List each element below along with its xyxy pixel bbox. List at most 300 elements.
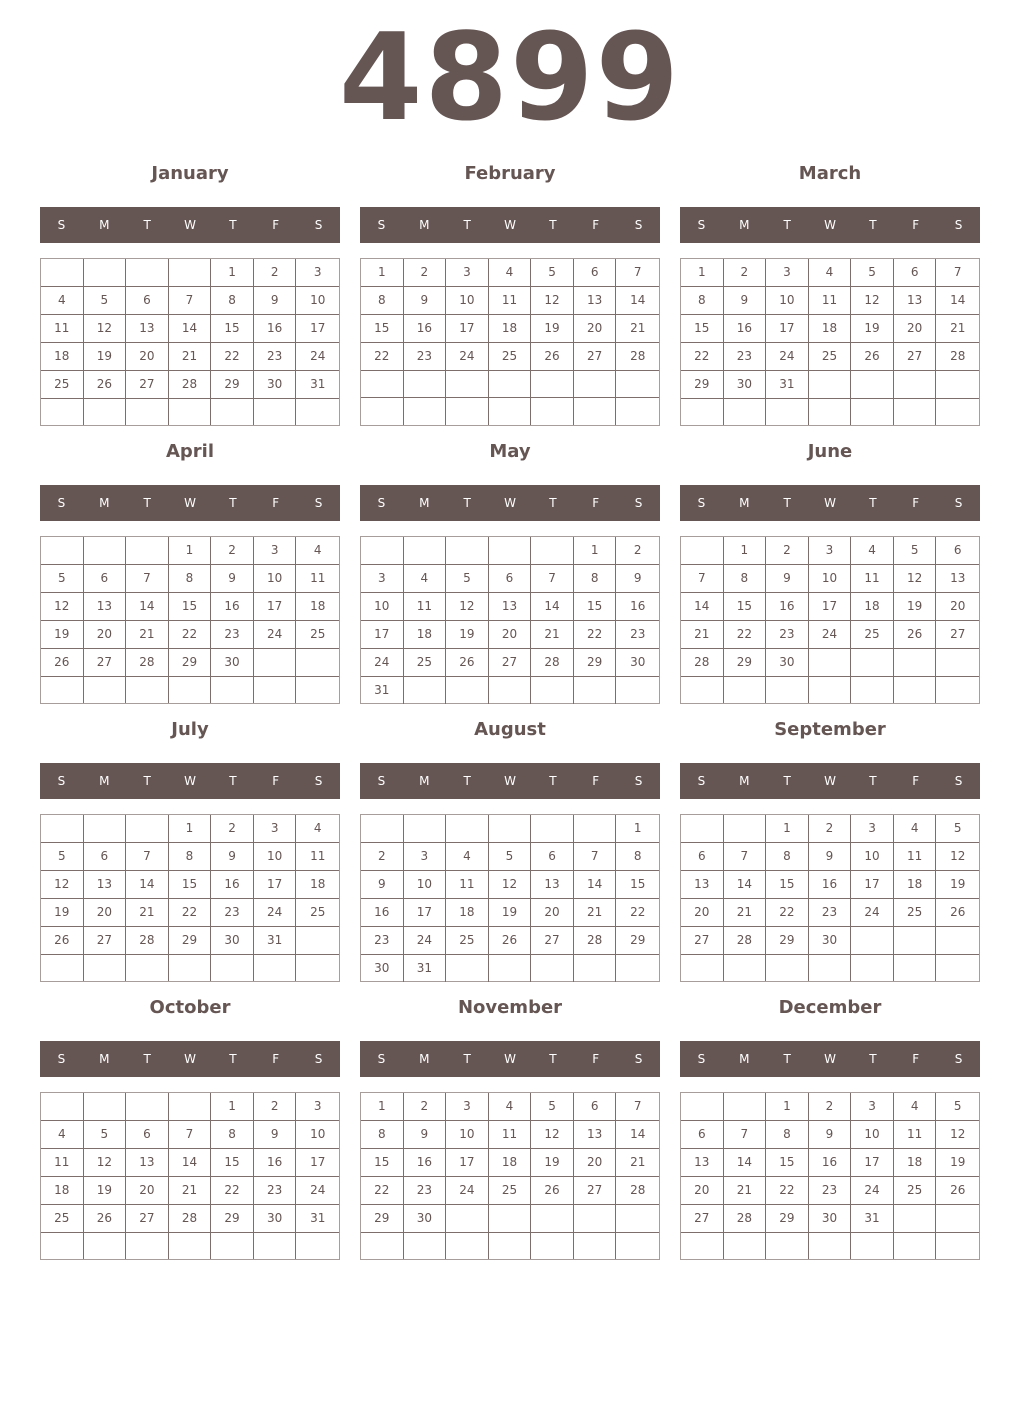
day-cell: 22: [361, 343, 404, 371]
weekday-label: T: [549, 496, 557, 510]
day-cell: [446, 815, 489, 843]
day-cell: 17: [361, 621, 404, 649]
day-cell: [894, 371, 937, 399]
day-cell: 13: [126, 315, 169, 343]
day-cell: 22: [211, 1177, 254, 1205]
day-cell: 2: [404, 1093, 447, 1121]
day-cell: [254, 955, 297, 981]
day-cell: 6: [574, 1093, 617, 1121]
weekday-label: T: [463, 1052, 471, 1066]
day-cell: 12: [936, 843, 979, 871]
day-cell: 18: [894, 871, 937, 899]
day-cell: 28: [616, 343, 659, 371]
weekday-label: S: [57, 496, 66, 510]
day-cell: [404, 398, 447, 425]
day-cell: 25: [851, 621, 894, 649]
weekday-label: M: [419, 218, 430, 232]
day-cell: 10: [809, 565, 852, 593]
day-cell: 4: [894, 1093, 937, 1121]
day-cell: 11: [446, 871, 489, 899]
weekday-label: W: [824, 1052, 836, 1066]
day-cell: 30: [616, 649, 659, 677]
day-cell: 21: [531, 621, 574, 649]
weekday-label: S: [314, 1052, 323, 1066]
day-cell: [681, 677, 724, 703]
day-cell: [361, 1233, 404, 1259]
day-cell: 29: [766, 1205, 809, 1233]
day-cell: 28: [574, 927, 617, 955]
day-cell: 30: [211, 649, 254, 677]
weekday-label: T: [869, 774, 877, 788]
day-cell: 21: [724, 1177, 767, 1205]
day-cell: 24: [809, 621, 852, 649]
day-cell: 3: [404, 843, 447, 871]
day-cell: [936, 649, 979, 677]
day-cell: 27: [126, 1205, 169, 1233]
day-cell: 30: [809, 1205, 852, 1233]
weekday-header: [360, 207, 660, 243]
day-cell: 15: [616, 871, 659, 899]
day-cell: [574, 677, 617, 704]
day-cell: 23: [254, 1177, 297, 1205]
day-cell: [126, 1093, 169, 1121]
day-cell: 9: [809, 1121, 852, 1149]
day-cell: [574, 955, 617, 982]
day-cell: [446, 1233, 489, 1259]
day-cell: [489, 371, 532, 398]
weekday-label: M: [739, 1052, 750, 1066]
day-cell: [41, 537, 84, 565]
day-cell: 23: [404, 1177, 447, 1205]
day-cell: 21: [574, 899, 617, 927]
day-cell: [681, 537, 724, 565]
day-cell: 15: [169, 593, 212, 621]
day-cell: 2: [809, 1093, 852, 1121]
day-cell: 27: [489, 649, 532, 677]
day-cell: 9: [211, 565, 254, 593]
month-title: September: [774, 719, 886, 740]
day-cell: 24: [446, 1177, 489, 1205]
day-cell: 9: [404, 1121, 447, 1149]
month-title: May: [489, 441, 531, 462]
day-cell: 30: [211, 927, 254, 955]
day-cell: [41, 815, 84, 843]
day-cell: 26: [41, 649, 84, 677]
day-cell: 1: [211, 1093, 254, 1121]
day-cell: [489, 537, 532, 565]
day-cell: 21: [616, 315, 659, 343]
day-cell: 31: [254, 927, 297, 955]
day-cell: 22: [724, 621, 767, 649]
day-cell: 7: [169, 1121, 212, 1149]
weekday-label: T: [143, 496, 151, 510]
day-cell: 16: [211, 871, 254, 899]
day-cell: [681, 1233, 724, 1259]
day-cell: 16: [404, 1149, 447, 1177]
weekday-label: W: [824, 496, 836, 510]
day-cell: [766, 677, 809, 703]
day-cell: 14: [724, 871, 767, 899]
day-cell: 13: [489, 593, 532, 621]
day-cell: [531, 1233, 574, 1259]
day-cell: 22: [169, 621, 212, 649]
day-cell: 23: [616, 621, 659, 649]
day-cell: 4: [41, 287, 84, 315]
weekday-label: W: [184, 218, 196, 232]
weekday-label: T: [463, 218, 471, 232]
day-cell: 28: [681, 649, 724, 677]
day-cell: 29: [211, 371, 254, 399]
day-cell: 20: [681, 899, 724, 927]
day-cell: 14: [936, 287, 979, 315]
day-grid: [360, 814, 660, 982]
day-cell: 17: [254, 871, 297, 899]
day-cell: 11: [851, 565, 894, 593]
day-cell: 5: [41, 565, 84, 593]
day-cell: 4: [851, 537, 894, 565]
day-cell: [936, 399, 979, 425]
month-title: February: [464, 163, 556, 184]
day-cell: 18: [894, 1149, 937, 1177]
day-cell: 11: [894, 843, 937, 871]
day-cell: 19: [41, 621, 84, 649]
day-cell: 24: [254, 621, 297, 649]
day-cell: 30: [254, 1205, 297, 1233]
day-cell: 8: [361, 287, 404, 315]
day-cell: 21: [936, 315, 979, 343]
day-cell: 21: [724, 899, 767, 927]
day-cell: 12: [84, 1149, 127, 1177]
day-cell: 24: [404, 927, 447, 955]
day-cell: 2: [809, 815, 852, 843]
day-cell: 12: [489, 871, 532, 899]
day-cell: [574, 398, 617, 425]
day-cell: [809, 1233, 852, 1259]
day-cell: 20: [126, 343, 169, 371]
day-cell: 31: [851, 1205, 894, 1233]
weekday-label: M: [99, 774, 110, 788]
day-cell: 8: [169, 843, 212, 871]
day-cell: [84, 259, 127, 287]
day-grid: [680, 536, 980, 704]
weekday-label: M: [99, 218, 110, 232]
day-cell: 29: [681, 371, 724, 399]
day-cell: [489, 677, 532, 704]
day-cell: 12: [851, 287, 894, 315]
day-cell: 3: [296, 259, 339, 287]
weekday-label: T: [463, 774, 471, 788]
weekday-label: W: [824, 774, 836, 788]
day-cell: [531, 398, 574, 425]
day-cell: 20: [936, 593, 979, 621]
day-cell: 4: [404, 565, 447, 593]
day-cell: 8: [361, 1121, 404, 1149]
day-cell: 25: [894, 1177, 937, 1205]
weekday-label: M: [739, 218, 750, 232]
day-cell: 25: [809, 343, 852, 371]
day-cell: 5: [84, 1121, 127, 1149]
weekday-label: S: [954, 218, 963, 232]
day-cell: 23: [211, 621, 254, 649]
day-cell: [254, 399, 297, 425]
day-cell: 13: [681, 871, 724, 899]
weekday-label: S: [954, 1052, 963, 1066]
day-cell: 19: [936, 871, 979, 899]
day-cell: [169, 1233, 212, 1259]
weekday-label: M: [419, 496, 430, 510]
day-cell: 5: [446, 565, 489, 593]
day-cell: 12: [894, 565, 937, 593]
day-cell: 28: [169, 371, 212, 399]
day-cell: 26: [84, 371, 127, 399]
day-cell: 16: [616, 593, 659, 621]
day-cell: 2: [724, 259, 767, 287]
weekday-header: [360, 1041, 660, 1077]
day-cell: 12: [41, 871, 84, 899]
day-cell: [446, 1205, 489, 1233]
day-cell: 21: [126, 621, 169, 649]
day-cell: 10: [361, 593, 404, 621]
day-cell: 7: [169, 287, 212, 315]
day-cell: 20: [574, 1149, 617, 1177]
day-cell: 30: [361, 955, 404, 982]
day-cell: [936, 677, 979, 703]
day-cell: 8: [724, 565, 767, 593]
day-cell: [809, 955, 852, 981]
day-cell: [169, 677, 212, 703]
weekday-header: [40, 485, 340, 521]
day-cell: 17: [296, 1149, 339, 1177]
day-cell: [41, 1233, 84, 1259]
day-cell: [616, 1205, 659, 1233]
day-cell: 24: [851, 899, 894, 927]
day-cell: 15: [574, 593, 617, 621]
day-cell: 12: [84, 315, 127, 343]
day-cell: 25: [296, 621, 339, 649]
day-cell: [766, 955, 809, 981]
day-cell: 12: [446, 593, 489, 621]
day-cell: [41, 955, 84, 981]
day-cell: 18: [489, 1149, 532, 1177]
day-cell: 22: [681, 343, 724, 371]
day-cell: 18: [296, 593, 339, 621]
day-cell: [211, 1233, 254, 1259]
day-cell: 19: [894, 593, 937, 621]
day-cell: 25: [404, 649, 447, 677]
day-cell: 10: [766, 287, 809, 315]
weekday-label: W: [184, 1052, 196, 1066]
day-cell: 5: [41, 843, 84, 871]
day-cell: 8: [766, 843, 809, 871]
day-cell: 13: [84, 871, 127, 899]
day-cell: 1: [361, 1093, 404, 1121]
day-cell: 28: [126, 927, 169, 955]
day-cell: 9: [809, 843, 852, 871]
weekday-label: T: [869, 1052, 877, 1066]
day-cell: 1: [616, 815, 659, 843]
day-cell: 17: [851, 871, 894, 899]
day-cell: 6: [531, 843, 574, 871]
day-cell: 13: [936, 565, 979, 593]
day-cell: 26: [851, 343, 894, 371]
day-cell: [616, 955, 659, 982]
day-cell: [936, 1233, 979, 1259]
day-cell: 26: [446, 649, 489, 677]
day-cell: 9: [724, 287, 767, 315]
day-cell: 6: [894, 259, 937, 287]
day-cell: 3: [809, 537, 852, 565]
day-cell: 28: [724, 927, 767, 955]
weekday-label: T: [783, 774, 791, 788]
day-cell: 5: [936, 815, 979, 843]
day-cell: 21: [681, 621, 724, 649]
day-cell: [126, 1233, 169, 1259]
day-cell: 23: [809, 899, 852, 927]
weekday-label: W: [184, 774, 196, 788]
day-cell: [211, 399, 254, 425]
day-cell: [809, 399, 852, 425]
day-cell: [724, 1233, 767, 1259]
day-cell: 15: [766, 871, 809, 899]
day-cell: 11: [41, 1149, 84, 1177]
day-cell: 28: [531, 649, 574, 677]
day-cell: [809, 649, 852, 677]
month-title: October: [149, 997, 231, 1018]
day-cell: 4: [41, 1121, 84, 1149]
day-cell: 10: [296, 287, 339, 315]
day-cell: 27: [531, 927, 574, 955]
day-cell: 31: [296, 371, 339, 399]
day-cell: 28: [936, 343, 979, 371]
day-grid: [360, 258, 660, 426]
day-cell: 19: [489, 899, 532, 927]
day-cell: 5: [894, 537, 937, 565]
weekday-label: S: [314, 774, 323, 788]
day-cell: 22: [169, 899, 212, 927]
day-cell: [489, 1205, 532, 1233]
day-cell: [531, 1205, 574, 1233]
day-cell: [766, 399, 809, 425]
day-cell: [169, 259, 212, 287]
day-grid: [360, 1092, 660, 1260]
day-cell: 16: [404, 315, 447, 343]
day-cell: 9: [361, 871, 404, 899]
day-cell: 13: [84, 593, 127, 621]
day-cell: [681, 955, 724, 981]
day-cell: 11: [296, 843, 339, 871]
day-cell: [489, 1233, 532, 1259]
day-cell: [84, 399, 127, 425]
day-cell: 19: [446, 621, 489, 649]
day-cell: 9: [211, 843, 254, 871]
day-cell: 19: [531, 315, 574, 343]
day-cell: 6: [574, 259, 617, 287]
day-cell: 20: [489, 621, 532, 649]
day-cell: 24: [296, 343, 339, 371]
day-cell: 10: [404, 871, 447, 899]
day-cell: 27: [574, 343, 617, 371]
day-cell: 18: [404, 621, 447, 649]
day-cell: 6: [681, 843, 724, 871]
day-cell: [766, 1233, 809, 1259]
day-cell: [851, 677, 894, 703]
day-cell: 17: [809, 593, 852, 621]
day-cell: 14: [616, 287, 659, 315]
day-cell: 12: [936, 1121, 979, 1149]
day-cell: [126, 955, 169, 981]
weekday-label: S: [377, 218, 386, 232]
day-cell: 16: [809, 1149, 852, 1177]
day-cell: 17: [404, 899, 447, 927]
day-cell: 15: [766, 1149, 809, 1177]
day-cell: 24: [766, 343, 809, 371]
day-cell: [169, 399, 212, 425]
day-cell: 25: [41, 1205, 84, 1233]
weekday-label: S: [57, 774, 66, 788]
day-cell: 26: [531, 1177, 574, 1205]
day-cell: 1: [211, 259, 254, 287]
weekday-label: F: [912, 496, 920, 510]
day-cell: 7: [531, 565, 574, 593]
weekday-label: F: [272, 218, 280, 232]
day-cell: 19: [936, 1149, 979, 1177]
weekday-label: M: [419, 774, 430, 788]
day-cell: 16: [211, 593, 254, 621]
day-cell: 23: [361, 927, 404, 955]
day-cell: [851, 1233, 894, 1259]
day-cell: 7: [126, 565, 169, 593]
day-cell: [84, 537, 127, 565]
day-cell: 1: [169, 815, 212, 843]
day-cell: [809, 371, 852, 399]
day-cell: [531, 371, 574, 398]
weekday-label: S: [57, 218, 66, 232]
day-cell: 15: [169, 871, 212, 899]
day-cell: 10: [254, 565, 297, 593]
day-cell: 5: [936, 1093, 979, 1121]
day-grid: [40, 1092, 340, 1260]
day-cell: 3: [446, 259, 489, 287]
weekday-header: [680, 1041, 980, 1077]
weekday-label: F: [272, 774, 280, 788]
day-cell: [296, 677, 339, 703]
weekday-header: [680, 207, 980, 243]
day-cell: [531, 955, 574, 982]
day-cell: 29: [361, 1205, 404, 1233]
day-cell: [724, 399, 767, 425]
day-cell: [616, 371, 659, 398]
day-cell: [894, 649, 937, 677]
weekday-label: T: [783, 1052, 791, 1066]
day-cell: [851, 649, 894, 677]
day-cell: 22: [361, 1177, 404, 1205]
day-cell: [851, 399, 894, 425]
day-cell: 18: [41, 343, 84, 371]
day-cell: 14: [574, 871, 617, 899]
day-cell: 1: [766, 815, 809, 843]
day-cell: 10: [851, 843, 894, 871]
day-cell: 5: [84, 287, 127, 315]
day-cell: 27: [84, 927, 127, 955]
day-cell: 4: [296, 537, 339, 565]
day-cell: [531, 537, 574, 565]
day-cell: 8: [766, 1121, 809, 1149]
day-cell: [936, 1205, 979, 1233]
weekday-header: [40, 207, 340, 243]
day-cell: 24: [296, 1177, 339, 1205]
day-cell: 25: [41, 371, 84, 399]
weekday-header: [40, 1041, 340, 1077]
